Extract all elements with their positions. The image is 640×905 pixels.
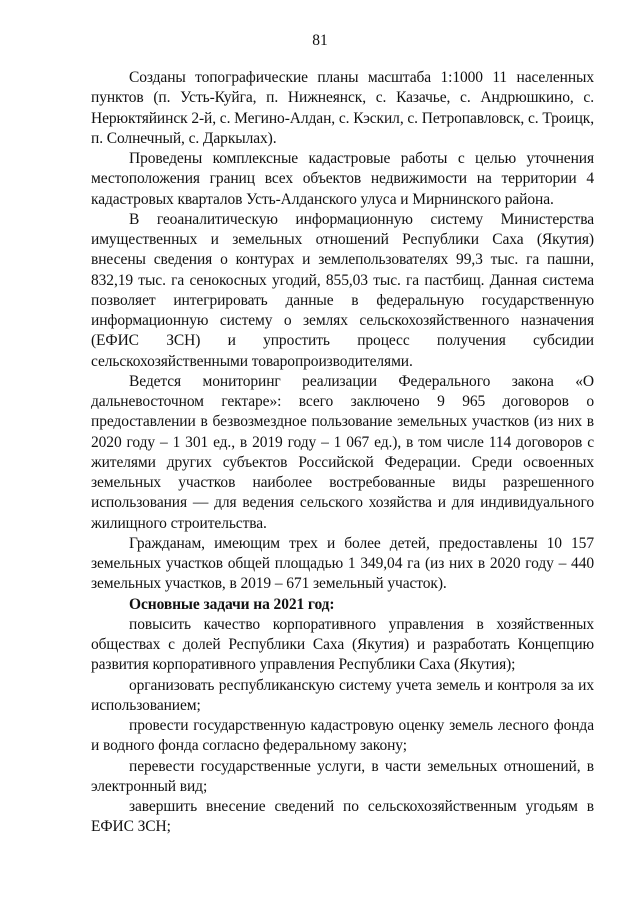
page-number: 81 [312,32,328,49]
task-item-cadastral-valuation: провести государственную кадастровую оценку земель лесного фонда и водного фонда согласно федеральному закону; [91,717,594,755]
task-item-efis-zsn: завершить внесение сведений по сельскохозяйственным угодьям в ЕФИС ЗСН; [91,798,594,836]
tasks-heading: Основные задачи на 2021 год: [129,595,335,613]
task-item-land-accounting: организовать республиканскую систему учета земель и контроля за их использованием; [91,676,594,714]
paragraph-topographic-plans: Созданы топографические планы масштаба 1:1000 11 населенных пунктов (п. Усть-Куйга, п. Нижнеянск, с. Казачье, с. Андрюшкино, с. Нерюктяйинск 2-й, с. Мегино-Алдан, с. Кэскил, с. Петропавловск, с. Троицк, п. Солнечный, с. Даркылах). [91,69,594,147]
paragraph-cadastral-works: Проведены комплексные кадастровые работы с целью уточнения местоположения границ всех объектов недвижимости на территории 4 кадастровых кварталов Усть-Алданского улуса и Мирнинского района. [91,150,594,208]
paragraph-large-families-plots: Гражданам, имеющим трех и более детей, предоставлены 10 157 земельных участков общей площадью 1 349,04 га (из них в 2020 году – 440 земельных участков, в 2019 – 671 земельный участок). [91,534,594,593]
paragraph-far-eastern-hectare: Ведется мониторинг реализации Федерального закона «О дальневосточном гектаре»: всего заключено 9 965 договоров о предоставлении в безвозмездное пользование земельных участков (из них в 2020 году – 1 301 ед., в 2019 году – 1 067 ед.), в том числе 114 договоров с жителями других субъектов Российской Федерации. Среди освоенных земельных участков наиболее востребованные виды разрешенного использования — для ведения сельского хозяйства и для индивидуального жилищного строительства. [91,372,594,532]
task-item-electronic-services: перевести государственные услуги, в части земельных отношений, в электронный вид; [91,757,594,795]
task-item-corporate-governance: повысить качество корпоративного управления в хозяйственных обществах с долей Республики Саха (Якутия) и разработать Концепцию развития корпоративного управления Республики Саха (Якутия); [91,615,594,674]
paragraph-geoanalytic-system: В геоаналитическую информационную систему Министерства имущественных и земельных отношений Республики Саха (Якутия) внесены сведения о контурах и землепользователях 99,3 тыс. га пашни, 832,19 тыс. га сенокосных угодий, 855,03 тыс. га пастбищ. Данная система позволяет интегрировать данные в федеральную государственную информационную систему о землях сельскохозяйственного назначения (ЕФИС ЗСН) и упростить процесс получения субсидии сельскохозяйственными товаропроизводителями. [91,210,594,370]
body-text [91,68,594,838]
